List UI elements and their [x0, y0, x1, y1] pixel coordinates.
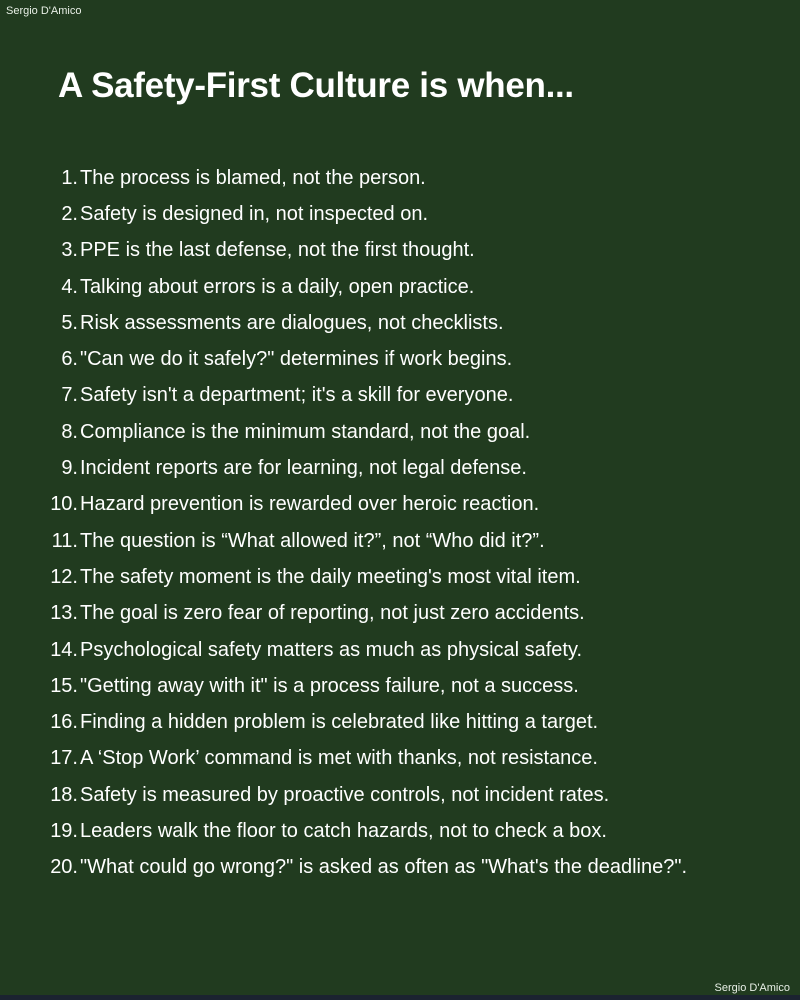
list-item — [44, 160, 687, 196]
list-item-text: "Getting away with it" is a process failure, not a success. — [80, 674, 579, 697]
list-item-text: PPE is the last defense, not the first thought. — [80, 239, 475, 262]
list-item-text: Safety isn't a department; it's a skill for everyone. — [80, 384, 514, 407]
list-item — [44, 450, 687, 486]
list-item-number: 11. — [51, 529, 78, 552]
list-item-number: 2. — [61, 202, 78, 225]
list-item-text: The process is blamed, not the person. — [80, 166, 426, 189]
list-item-number: 7. — [61, 384, 78, 407]
list-item-text: Risk assessments are dialogues, not checklists. — [80, 311, 504, 334]
list-item-number: 19. — [50, 819, 78, 842]
list-item — [44, 414, 687, 450]
list-item-text: Incident reports are for learning, not legal defense. — [80, 457, 527, 480]
list-item — [44, 305, 687, 341]
list-item — [44, 487, 687, 523]
list-item-text: Leaders walk the floor to catch hazards, not to check a box. — [80, 819, 607, 842]
list-item-number: 10. — [50, 493, 78, 516]
bottom-bar — [0, 995, 800, 1000]
author-credit-top: Sergio D'Amico — [6, 5, 82, 17]
list-item-number: 9. — [61, 457, 78, 480]
list-item-text: The question is “What allowed it?”, not “Who did it?”. — [80, 529, 545, 552]
list-item-number: 13. — [50, 602, 78, 625]
list-item — [44, 704, 687, 740]
list-item-text: "Can we do it safely?" determines if work begins. — [80, 348, 513, 371]
list-item — [44, 596, 687, 632]
list-item-number: 16. — [50, 711, 78, 734]
list-item-number: 14. — [50, 638, 78, 661]
list-item-number: 8. — [61, 420, 78, 443]
list-item — [44, 813, 687, 849]
culture-list — [44, 160, 687, 886]
list-item-text: The safety moment is the daily meeting's most vital item. — [80, 565, 581, 588]
list-item-number: 17. — [50, 747, 78, 770]
list-item — [44, 668, 687, 704]
list-item — [44, 196, 687, 232]
list-item-text: Psychological safety matters as much as physical safety. — [80, 638, 583, 661]
list-item — [44, 378, 687, 414]
list-item — [44, 523, 687, 559]
list-item-text: Talking about errors is a daily, open practice. — [80, 275, 475, 298]
author-credit-bottom: Sergio D'Amico — [714, 982, 790, 994]
list-item-text: Safety is designed in, not inspected on. — [80, 202, 429, 225]
list-item-number: 15. — [50, 674, 78, 697]
list-item-text: Compliance is the minimum standard, not the goal. — [80, 420, 531, 443]
list-item — [44, 741, 687, 777]
list-item — [44, 850, 687, 886]
list-item-text: The goal is zero fear of reporting, not just zero accidents. — [80, 602, 585, 625]
list-item-text: A ‘Stop Work’ command is met with thanks, not resistance. — [80, 747, 598, 770]
list-item-number: 12. — [50, 565, 78, 588]
list-item-number: 6. — [61, 348, 78, 371]
list-item-number: 5. — [61, 311, 78, 334]
page-title: A Safety-First Culture is when... — [58, 66, 574, 105]
list-item-number: 20. — [50, 856, 78, 879]
list-item-text: "What could go wrong?" is asked as often as "What's the deadline?". — [80, 856, 688, 879]
list-item-text: Finding a hidden problem is celebrated like hitting a target. — [80, 711, 599, 734]
list-item-number: 3. — [61, 239, 78, 262]
list-item-number: 18. — [50, 783, 78, 806]
list-item — [44, 269, 687, 305]
list-item — [44, 559, 687, 595]
list-item-number: 1. — [61, 166, 78, 189]
list-item — [44, 777, 687, 813]
list-item — [44, 341, 687, 377]
list-item-text: Safety is measured by proactive controls, not incident rates. — [80, 783, 610, 806]
list-item — [44, 632, 687, 668]
list-item-number: 4. — [61, 275, 78, 298]
list-item — [44, 233, 687, 269]
list-item-text: Hazard prevention is rewarded over heroic reaction. — [80, 493, 540, 516]
